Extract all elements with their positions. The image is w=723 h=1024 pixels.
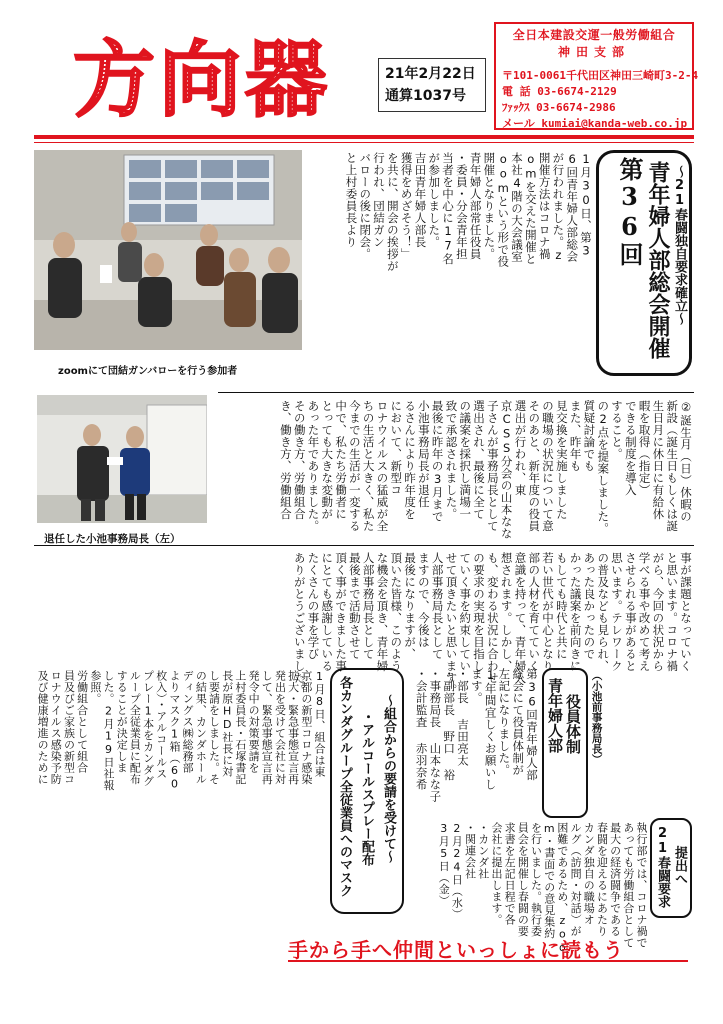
article1-lower-line: の職場の状況について意	[541, 400, 556, 532]
article1-lower2-line: 頂いた皆様、このよう	[389, 552, 404, 672]
org-branch: 神田支部	[557, 45, 630, 59]
org-mail[interactable]: メール kumiai@kanda-web.co.jp	[502, 117, 688, 130]
svg-text:方向器: 方向器	[72, 33, 332, 120]
article2-line: 春闘を迎えるにあたり	[595, 822, 609, 937]
roster-line: 1年間宜しくお願いし	[483, 668, 498, 791]
article1-lower-line: ちの生活と大きく、私た	[361, 400, 376, 532]
org-address: 〒101-0061千代田区神田三崎町3-2-4	[502, 69, 699, 82]
article1-upper-text	[304, 152, 592, 382]
article3-line: 及び健康増進のために	[36, 670, 50, 785]
header-divider-thin	[34, 142, 694, 143]
article1-lower-line: あった年でありました。	[306, 400, 321, 532]
article2-line: カンダ独自の職場オ	[582, 822, 596, 926]
org-tel: 電 話 03-6674-2129	[502, 85, 617, 98]
article1-lower2-line: させられる事があると	[623, 552, 638, 672]
headline-title: 青年婦人部総会開催	[645, 161, 671, 359]
article1-lower2-line: 学べる事や改めて考え	[637, 552, 652, 672]
article3-line: 参照。	[88, 670, 102, 705]
article3-title-3: 〜組合からの要請を受けて〜	[381, 694, 396, 863]
roster-line: ます。	[469, 668, 484, 704]
article3-title-1: 各カンダグループ全従業員へのマスク	[337, 676, 352, 897]
article2-line: ルグ（訪問・対話）が	[569, 822, 583, 937]
article1-lower2-line: がら、今回の状況から	[651, 552, 666, 672]
article1-lower2-line: 事が課題となっていく	[679, 552, 693, 672]
article1-lower2-line: にとても感謝している	[320, 552, 335, 672]
article3-line: ディングス㈱総務部	[181, 670, 195, 774]
article1-lower2-line: あった良かったので	[582, 552, 597, 660]
article3-title-box	[330, 668, 404, 914]
article1-upper-line: 当者を中心に17名	[441, 152, 456, 265]
article1-upper-line: バローの後に閉会。	[358, 152, 373, 260]
article1-lower2-line: 意識を持って、青年婦人	[513, 552, 528, 684]
article1-lower-line: の議案を採択し満場一	[458, 400, 473, 520]
article3-line: よりマスク1箱（60	[167, 670, 181, 791]
article1-lower-line: 選出が行われ、東	[513, 400, 528, 496]
bottom-photo-caption: 退任した小池事務局長（左）	[44, 533, 181, 545]
article1-lower-line: 最後に昨年の3月まで	[430, 400, 445, 523]
article3-line: 枚入）・アルコールス	[154, 670, 168, 780]
article3-line: 労働組合として組合	[75, 670, 89, 774]
article1-lower-line: できる制度を導入	[623, 400, 638, 496]
issue-date: 21年2月22日	[385, 66, 476, 82]
article3-line: 拡大・緊急事態宣言再	[286, 670, 300, 785]
article1-lower-line: すること。	[610, 400, 625, 460]
article1-lower-line: ロナウイルスの猛威が全	[375, 400, 390, 532]
article3-line: 長が原HD社長に対	[220, 670, 234, 778]
article1-lower-line: において、新型コ	[389, 400, 404, 496]
article1-lower-line: 見交換を実施しました	[554, 400, 569, 520]
article1-lower-line: るさんにより昨年度を	[403, 400, 418, 520]
headline-box	[596, 150, 692, 376]
article1-upper-line: ・委員・分会青年担	[454, 152, 469, 260]
article1-upper-line: 開催方法はコロナ禍	[537, 152, 552, 260]
article3-line: 京都の新型コロナ感染	[299, 670, 313, 785]
article3-line: 上村委員長・石塚書記	[233, 670, 247, 785]
article1-lower-line: 中で、私たち労働者に	[334, 400, 349, 520]
article1-lower2-line: 想されます。しかし、	[499, 552, 514, 672]
article2-line: 求書を左記日程で各	[503, 822, 517, 926]
article1-lower-line: 今までの生活が一変する	[347, 400, 362, 532]
article2-line: あっても労働組合として	[621, 822, 635, 949]
article3-line: プレー1本をカンダグ	[141, 670, 155, 787]
article2-line: 3月5日（金）	[437, 822, 451, 907]
article2-line: 困難であるため、zoo	[555, 822, 569, 955]
article1-lower-line: の2点を提案しました。	[596, 400, 611, 535]
zoom-meeting-photo	[34, 150, 302, 350]
article1-lower2-line: ありがとうございました。	[292, 552, 307, 696]
issue-number: 通算1037号	[385, 88, 466, 104]
article2-line: 会社に提出します。	[489, 822, 503, 926]
roster-line: 総会にて役員体制が	[511, 668, 526, 776]
org-name: 全日本建設交運一般労働組合	[512, 28, 676, 42]
article1-lower2-line: 最後まで活動させて	[347, 552, 362, 660]
article1-lower2-line: も、変わる状況に合わせ	[485, 552, 500, 684]
retirement-photo	[37, 395, 207, 523]
roster-line: ・会計監査 赤羽奈希	[414, 668, 429, 791]
roster-title-box	[542, 668, 588, 818]
article1-lower2-line: 思います。テレワーク	[610, 552, 625, 672]
article1-lower2-line: 部の人材を育てていく	[527, 552, 542, 672]
article1-upper-line: と上村委員長より	[344, 152, 359, 248]
roster-title-1: 青年婦人部	[546, 678, 564, 753]
column-divider-2	[34, 545, 694, 546]
article1-lower2-line: な機会を頂き、青年婦	[375, 552, 390, 672]
article1-lower2-line: 若い世代が中心となり	[541, 552, 556, 672]
article1-lower-line: 質疑討論でも	[582, 400, 597, 472]
header-divider	[34, 135, 694, 139]
article1-lower-text	[214, 400, 693, 540]
article2-line: 2月24日（水）	[450, 822, 464, 920]
article1-upper-line: 青年婦人部常任役員	[468, 152, 483, 260]
article1-lower2-line: と思います。コロナ禍	[665, 552, 680, 672]
roster-line: 左記になりました。	[497, 668, 512, 776]
article3-line: することが決定しま	[115, 670, 129, 774]
roster-line: 第36回青年婦人部	[525, 668, 539, 781]
article3-line: 発出を受けて会社に対	[273, 670, 287, 785]
article1-upper-line: 吉田青年婦人部長	[413, 152, 428, 248]
article1-upper-line: oomという形で役	[496, 152, 511, 268]
article1-lower-line: き、働き方、労働組合	[278, 400, 293, 520]
article3-line: し要請をしました。そ	[207, 670, 221, 785]
article3-line: した。2月19日社報	[102, 670, 115, 791]
article2-title-1: 21春闘要求	[655, 826, 670, 908]
article1-lower2-line: たくさんの事を学び	[306, 552, 321, 660]
article1-upper-line: 本社4階の大会議室	[510, 152, 525, 263]
article1-upper-line: 獲得をめざそう！」	[399, 152, 414, 260]
article2-line: 執行部では、コロナ禍で	[635, 822, 648, 949]
article2-line: ・カンダ社	[476, 822, 490, 880]
article2-title-box	[650, 818, 692, 918]
article1-lower-line: そのあと、新年度の役員	[527, 400, 542, 532]
article1-upper-line: を共に、開会の挨拶が	[385, 152, 400, 272]
article1-upper-line: 開催となりました。	[482, 152, 497, 260]
article1-lower2-line: 頂く事ができました事	[334, 552, 349, 672]
article1-lower2-line: ていく事を約束してい	[458, 552, 473, 672]
top-photo-caption: zoomにて団結ガンバローを行う参加者	[58, 366, 238, 377]
article1-upper-line: 6回青年婦人部総会	[565, 152, 580, 263]
roster-title-2: 役員体制	[564, 694, 582, 754]
article3-line: 員及びご家族の新型コ	[62, 670, 76, 785]
article1-lower-line: 小池事務局長が退任	[416, 400, 431, 508]
article2-text	[437, 822, 648, 955]
article1-lower2-line: 人部事務局長として	[361, 552, 376, 660]
article3-line: ループ全従業員に配布	[128, 670, 142, 785]
article1-signature: （小池前事務局長）	[590, 670, 603, 765]
article1-lower-line: とっても大きな変動が	[320, 400, 335, 520]
roster-line: ・部長 吉田亮太	[456, 668, 471, 767]
article1-lower-line: また、昨年も	[568, 400, 583, 472]
article1-lower2-line: ますので、今後は	[416, 552, 431, 648]
article2-line: 員会を開催し春闘の要	[516, 822, 530, 937]
roster-line: ・副部長 野口 裕	[442, 668, 457, 781]
article3-text	[34, 670, 326, 910]
issue-info	[378, 58, 486, 112]
article3-line: して、緊急事態宣言再	[260, 670, 274, 785]
footer-slogan: 手から手へ仲間といっしょに読もう	[288, 934, 688, 962]
article1-lower2-line: の要求の実現を目指し	[472, 552, 487, 672]
article1-upper-line: 1月30日、第3	[579, 152, 593, 258]
org-fax: ﾌｧｯｸｽ 03-6674-2986	[502, 101, 616, 114]
article1-lower-line: 暇を取得（指定）	[637, 400, 652, 496]
article1-upper-line: omを交えた開催と	[523, 152, 538, 265]
article1-lower-line: 子さんが事務局長として	[485, 400, 500, 532]
article1-lower2-line: 人部事務局長として	[430, 552, 445, 660]
article1-upper-line: が参加しました。	[427, 152, 442, 248]
article1-lower2-line: の普及なども見られ、	[596, 552, 611, 672]
organization-box	[494, 22, 699, 130]
article2-line: m・書面での意見集約	[542, 822, 556, 939]
article3-line: の結果、カンダホール	[194, 670, 208, 785]
article1-lower2-line: もしても時代と共に	[554, 552, 569, 660]
article1-upper-line: が行われました。z	[551, 152, 566, 263]
article1-lower2-line: せて頂きたいと思います。	[444, 552, 459, 696]
article1-lower-line: その働き方、労働組合	[292, 400, 307, 520]
headline-subtitle: 〜21春闘独自要求確立〜	[672, 165, 687, 325]
article3-line: 1月8日、組合は東	[313, 670, 326, 778]
article1-lower-line: 選出され、最後に全て	[472, 400, 487, 520]
newspaper-masthead-logo	[34, 30, 371, 120]
column-divider	[218, 392, 694, 393]
article1-lower-line: ②誕生月（日）休暇の	[679, 400, 693, 523]
article1-lower-line: 生日月に休日に有給休	[651, 400, 666, 520]
article2-line: ・関連会社	[463, 822, 477, 880]
article3-line: ロナウイルス感染予防	[49, 670, 63, 785]
article1-lower-line: 京CSS分会の山本なな	[499, 400, 514, 540]
article1-lower2-line: 最後になりますが、	[403, 552, 418, 660]
article2-title-2: 提出へ	[672, 846, 687, 885]
article3-title-2: ・アルコールスプレー配布	[359, 710, 374, 866]
article1-lower-line: 致で承認されました。	[444, 400, 459, 520]
article3-line: 発令中の対策要請を	[247, 670, 261, 774]
article1-lower2-line: かった議案を前向きに	[568, 552, 583, 672]
headline-number: 第36回	[615, 157, 644, 267]
article2-line: を行いました。執行委	[529, 822, 543, 937]
article2-line: 最大の経済闘争である	[608, 822, 622, 937]
article1-lower-line: 新設（誕生日もしくは誕	[665, 400, 680, 532]
roster-line: ・事務局長 山本なな子	[428, 668, 443, 803]
article1-upper-line: 行われ、団結ガン	[372, 152, 387, 248]
